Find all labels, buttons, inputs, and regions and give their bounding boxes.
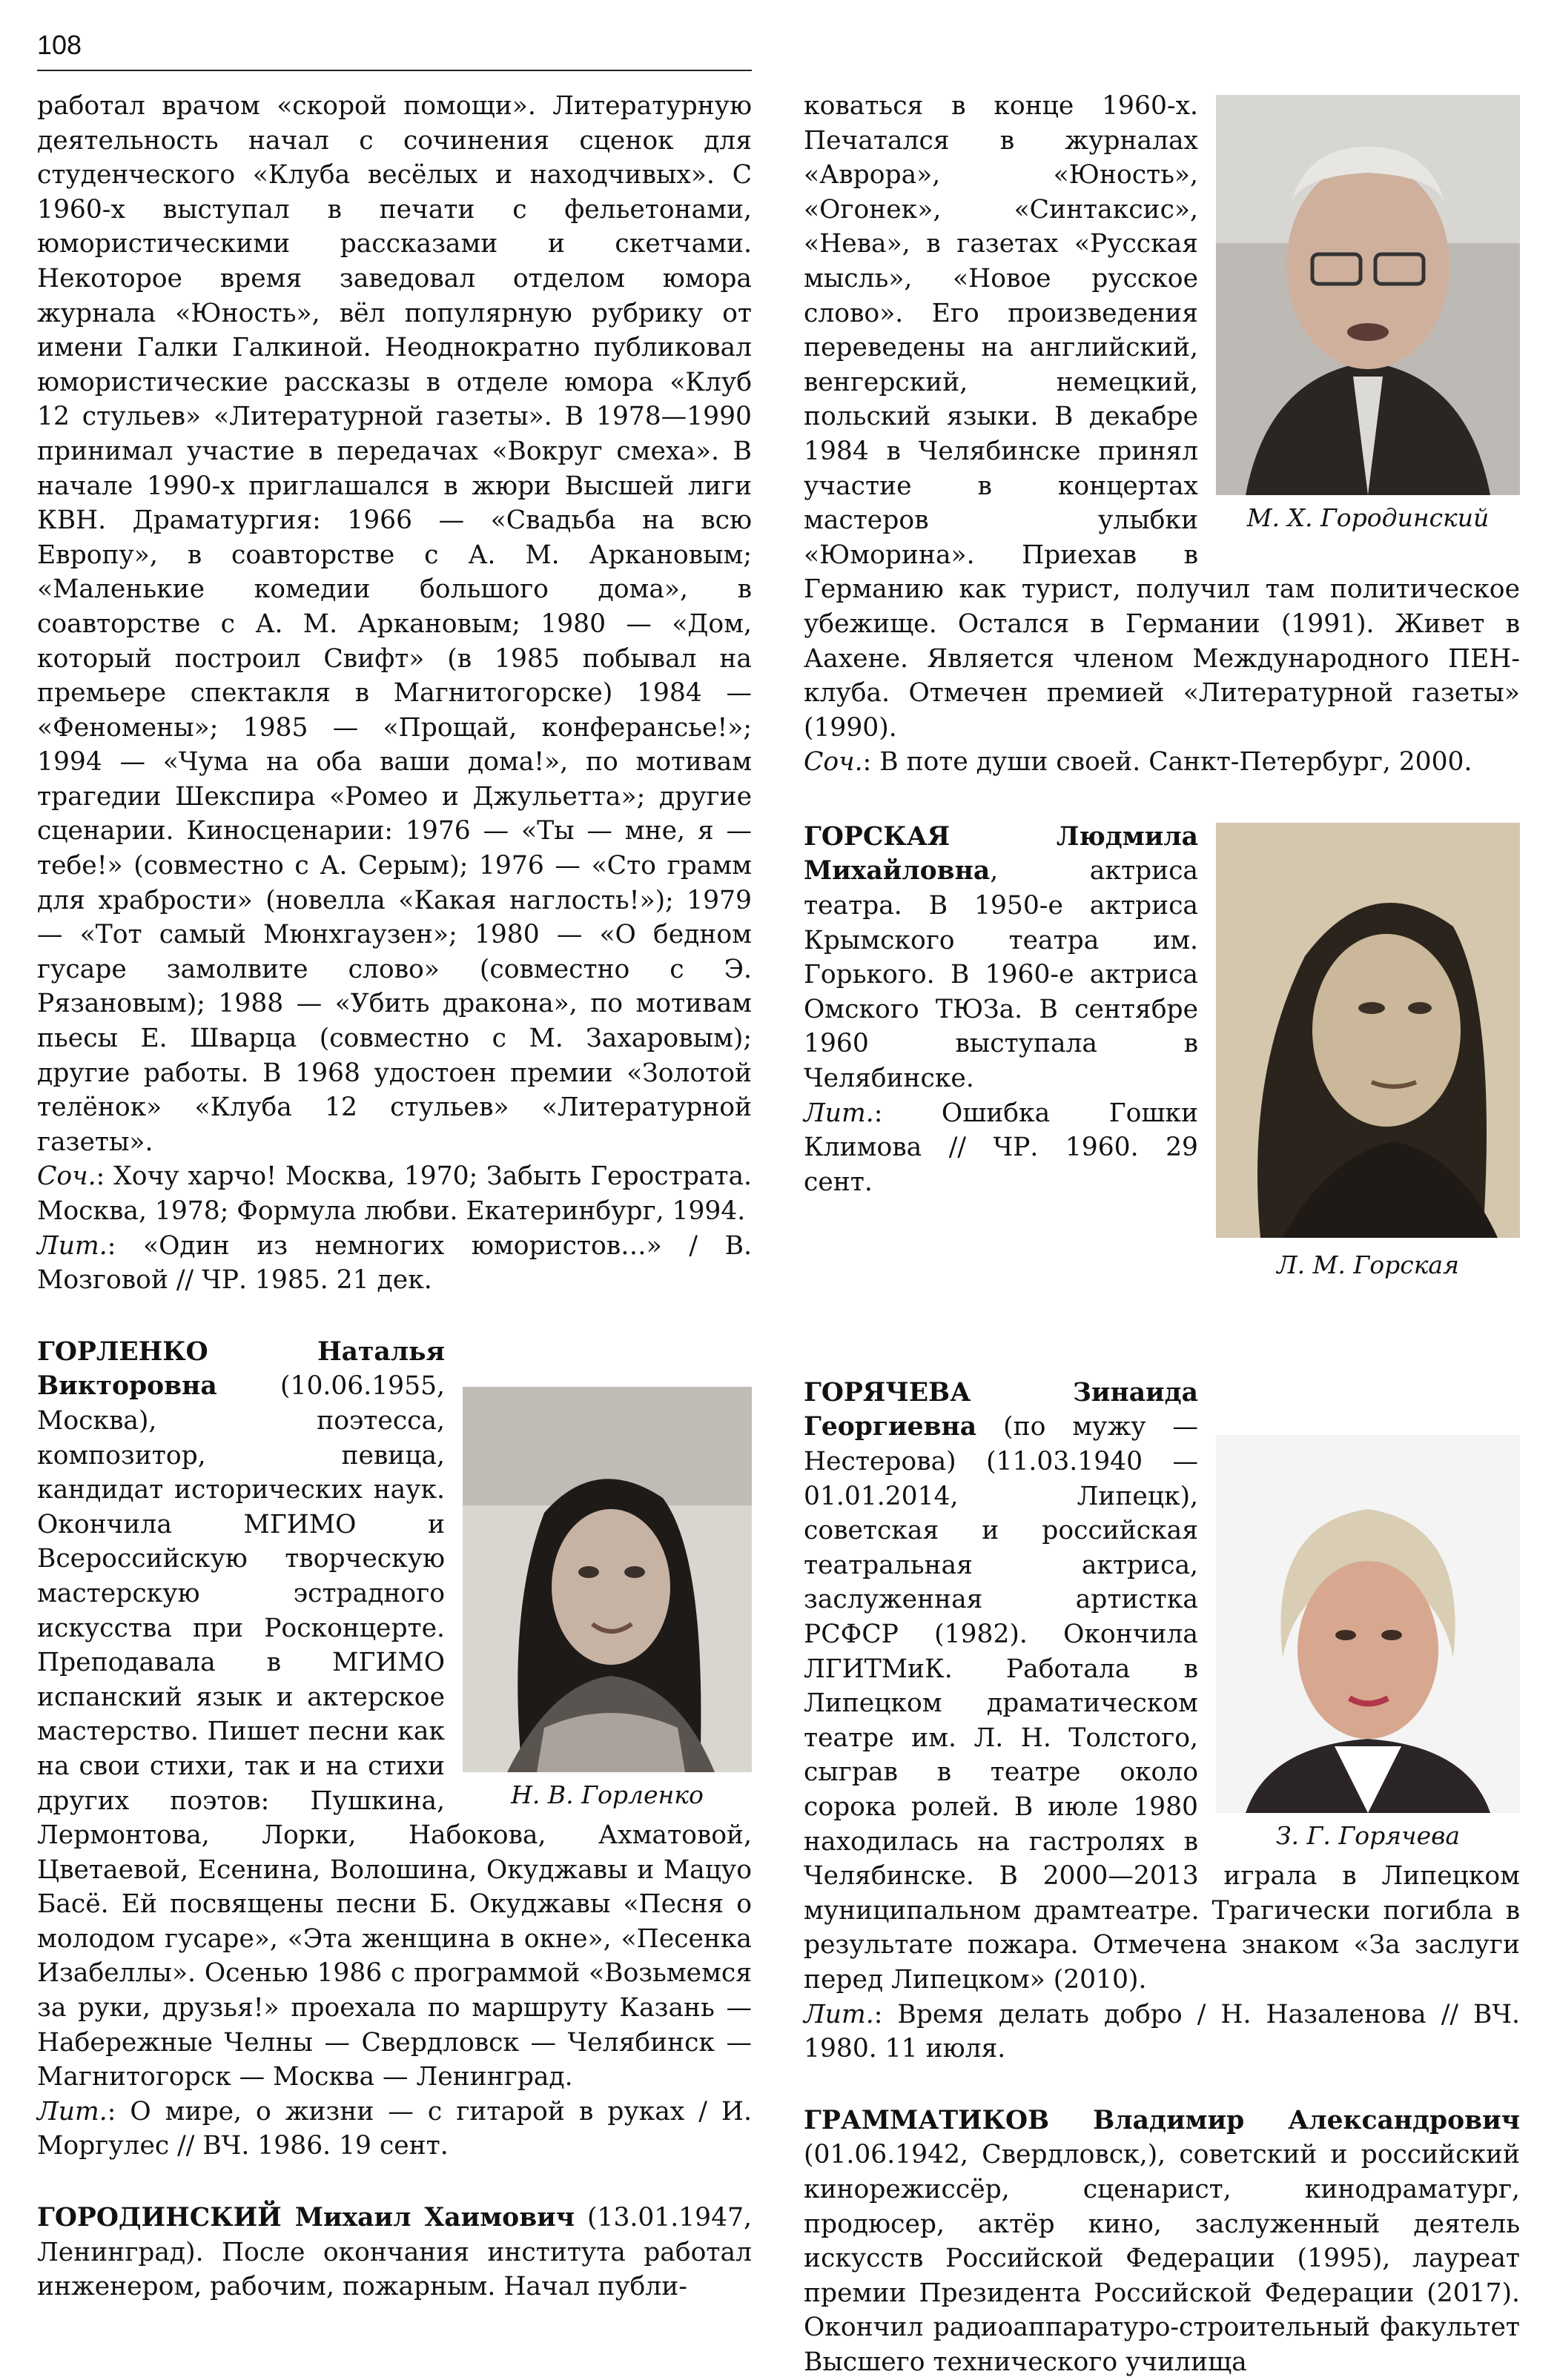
- page-number: 108: [37, 30, 82, 60]
- gorskaya-entry: Л. М. Горская ГОРСКАЯ Людмила Михайловна, актриса театра. В 1950-е актриса Крымского театра им. Горького. В 1960-е актриса Омского ТЮЗа. В сентябре 1960 выступала в Челябинске.: [804, 820, 1520, 1096]
- goryacheva-literature: Лит.: Время делать добро / Н. Назаленова // ВЧ. 1980. 11 июля.: [804, 1999, 1520, 2064]
- continued-entry-literature: Лит.: «Один из немногих юмористов…» / В. Мозговой // ЧР. 1985. 21 дек.: [37, 1230, 752, 1296]
- left-column: [37, 89, 752, 2304]
- gorodinsky-continued: М. Х. Городинский коваться в конце 1960-х. Печатался в журналах «Аврора», «Юность», «Огонек», «Синтаксис», «Нева», в газетах «Русская мысль», «Новое русское слово». Его произведения переведены на английский, венгерский, немецкий, польский языки. В декабре 1984 в Челябинске принял участие в концертах мастеров улыбки «Юморина». Приехав в Германию как турист, получил там политическое убежище. Остался в Германии (1991). Живет в Аахене. Является членом Международного ПЕН-клуба. Отмечен премией «Литературной газеты» (1990).: [804, 91, 1520, 743]
- gorodinsky-photo: [1216, 95, 1520, 495]
- continued-entry-works: Соч.: Хочу харчо! Москва, 1970; Забыть Герострата. Москва, 1978; Формула любви. Екатеринбург, 1994.: [37, 1161, 752, 1226]
- gorlenko-figure: [463, 1387, 752, 1812]
- gorlenko-caption: Н. В. Горленко: [511, 1780, 704, 1809]
- continued-entry-text: работал врачом «скорой помощи». Литературную деятельность начал с сочинения сценок для студенческого «Клуба весёлых и находчивых». С 1960-х выступал в печати с фельетонами, юмористическими рассказами и скетчами. Некоторое время заведовал отделом юмора журнала «Юность», вёл популярную рубрику от имени Галки Галкиной. Неоднократно публиковал юмористические рассказы в отделе юмора «Клуб 12 стульев» «Литературной газеты». В 1978—1990 принимал участие в передачах «Вокруг смеха». В начале 1990-х приглашался в жюри Высшей лиги КВН. Драматургия: 1966 — «Свадьба на всю Европу», в соавторстве с А. М. Аркановым; «Маленькие комедии большого дома», в соавторстве с А. М. Аркановым; 1980 — «Дом, который построил Свифт» (в 1985 побывал на премьере спектакля в Магнитогорске) 1984 — «Феномены»; 1985 — «Прощай, конферансье!»; 1994 — «Чума на оба ваши дома!», по мотивам трагедии Шекспира «Ромео и Джульетта»; другие сценарии. Киносценарии: 1976 — «Ты — мне, я — тебе!» (совместно с А. Серым); 1976 — «Сто грамм для храбрости» (новелла «Какая наглость!»); 1979 — «Тот самый Мюнхгаузен»; 1980 — «О бедном гусаре замолвите слово» (совместно с Э. Рязановым); 1988 — «Убить дракона», по мотивам пьесы Е. Шварца (совместно с М. Захаровым); другие работы. В 1968 удостоен премии «Золотой телёнок» «Клуба 12 стульев» «Литературной газеты».: [37, 91, 752, 1157]
- goryacheva-figure: [1216, 1435, 1520, 1853]
- gorskaya-literature: Лит.: Ошибка Гошки Климова // ЧР. 1960. 29 сент.: [804, 1098, 1198, 1197]
- gorodinsky-entry: ГОРОДИНСКИЙ Михаил Хаимович (13.01.1947, Ленинград). После окончания института работал инженером, рабочим, пожарным. Начал публи-: [37, 2203, 752, 2302]
- gorlenko-literature: Лит.: О мире, о жизни — с гитарой в руках / И. Моргулес // ВЧ. 1986. 19 сент.: [37, 2096, 752, 2161]
- right-column: [804, 89, 1520, 2380]
- gorskaya-photo: [1216, 823, 1520, 1238]
- header-rule: [37, 70, 752, 71]
- gorodinsky-caption: М. Х. Городинский: [1246, 503, 1490, 532]
- gorlenko-entry: Н. В. Горленко ГОРЛЕНКО Наталья Викторовна (10.06.1955, Москва), поэтесса, композитор, певица, кандидат исторических наук. Окончила МГИМО и Всероссийскую творческую мастерскую эстрадного искусства при Росконцерте. Преподавала в МГИМО испанский язык и актерское мастерство. Пишет песни как на свои стихи, так и на стихи других поэтов: Пушкина, Лермонтова, Лорки, Набокова, Ахматовой, Цветаевой, Есенина, Волошина, Окуджавы и Мацуо Басё. Ей посвящены песни Б. Окуджавы «Песня о молодом гусаре», «Эта женщина в окне», «Песенка Изабеллы». Осенью 1986 с программой «Возьмемся за руки, друзья!» проехала по маршруту Казань — Набережные Челны — Свердловск — Челябинск — Магнитогорск — Москва — Ленинград.: [37, 1336, 752, 2092]
- goryacheva-entry: З. Г. Горячева ГОРЯЧЕВА Зинаида Георгиевна (по мужу — Нестерова) (11.03.1940 — 01.01.2014, Липецк), советская и российская театральная актриса, заслуженная артистка РСФСР (1982). Окончила ЛГИТМиК. Работала в Липецком драматическом театре им. Л. Н. Толстого, сыграв в театре около сорока ролей. В июле 1980 находилась на гастролях в Челябинске. В 2000—2013 играла в Липецком муниципальном драмтеатре. Трагически погибла в результате пожара. Отмечена знаком «За заслуги перед Липецком» (2010).: [804, 1377, 1520, 1995]
- gorlenko-photo: [463, 1387, 752, 1772]
- gorskaya-figure: [1216, 823, 1520, 1282]
- gorskaya-caption: Л. М. Горская: [1277, 1250, 1459, 1279]
- goryacheva-photo: [1216, 1435, 1520, 1813]
- grammatikov-entry: ГРАММАТИКОВ Владимир Александрович (01.06.1942, Свердловск,), советский и российский кинорежиссёр, сценарист, кинодраматург, продюсер, актёр кино, заслуженный деятель искусств Российской Федерации (1995), лауреат премии Президента Российской Федерации (2017). Окончил радиоаппаратуро-строительный факультет Высшего технического училища: [804, 2105, 1520, 2377]
- gorodinsky-figure: [1216, 95, 1520, 535]
- goryacheva-caption: З. Г. Горячева: [1276, 1820, 1460, 1850]
- gorodinsky-works: Соч.: В поте души своей. Санкт-Петербург, 2000.: [804, 747, 1472, 778]
